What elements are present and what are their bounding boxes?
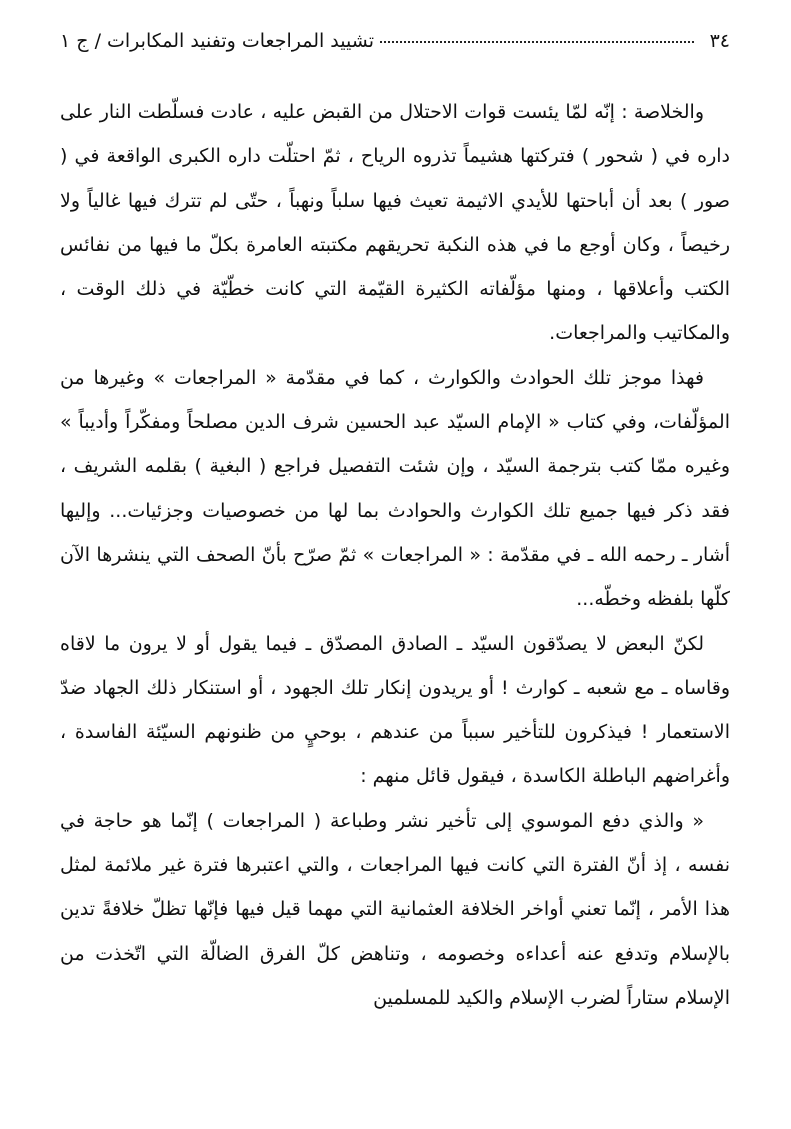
paragraph-quotation: « والذي دفع الموسوي إلى تأخير نشر وطباعة ( المراجعات ) إنّما هو حاجة في نفسه ، إذ أنّ الفترة التي كانت فيها المراجعات ، والتي اعتبرها فترة غير ملائمة لمثل هذا الأمر ، إنّما تعني أواخر الخلافة العثمانية التي مهما قيل فيها فإنّها تظلّ خلافةً تدين بالإسلام وتدفع عنه أعداءه وخصومه ، وتناهض كلّ الفرق الضالّة التي اتّخذت من الإسلام ستاراً لضرب الإسلام والكيد للمسلمين [60, 809, 730, 1009]
paragraph-summary: والخلاصة : إنّه لمّا يئست قوات الاحتلال من القبض عليه ، عادت فسلّطت النار على داره في ( شحور ) فتركتها هشيماً تذروه الرياح ، ثمّ احتلّت داره الكبرى الواقعة في ( صور ) بعد أن أباحتها للأيدي الاثيمة تعيث فيها سلباً ونهباً ، حتّى لم تترك فيها غالياً ولا رخيصاً ، وكان أوجع ما في هذه النكبة تحريقهم مكتبته العامرة بكلّ ما فيها من نفائس الكتب وأعلاقها ، ومنها مؤلّفاته الكثيرة القيّمة التي كانت خطّيّة في ذلك الوقت ، والمكاتيب والمراجعات. [60, 101, 730, 345]
page-number: ٣٤ [709, 30, 730, 52]
paragraph-sources: فهذا موجز تلك الحوادث والكوارث ، كما في مقدّمة « المراجعات » وغيرها من المؤلّفات، وفي كتاب « الإمام السيّد عبد الحسين شرف الدين مصلحاً ومفكّراً وأديباً » وغيره ممّا كتب بترجمة السيّد ، وإن شئت التفصيل فراجع ( البغية ) بقلمه الشريف ، فقد ذكر فيها جميع تلك الكوارث والحوادث بما لها من خصوصيات وجزئيات... وإليها أشار ـ رحمه الله ـ في مقدّمة : « المراجعات » ثمّ صرّح بأنّ الصحف التي ينشرها الآن كلّها بلفظه وخطّه... [60, 366, 730, 611]
paragraph-critics: لكنّ البعض لا يصدّقون السيّد ـ الصادق المصدّق ـ فيما يقول أو لا يرون ما لاقاه وقاساه ـ مع شعبه ـ كوارث ! أو يريدون إنكار تلك الجهود ، أو استنكار ذلك الجهاد ضدّ الاستعمار ! فيذكرون للتأخير سبباً من عندهم ، بوحيٍ من ظنونهم السيّئة الفاسدة ، وأغراضهم الباطلة الكاسدة ، فيقول قائل منهم : [60, 632, 730, 788]
page-header [60, 30, 730, 62]
dotted-leader [380, 41, 694, 43]
body-text [60, 90, 730, 1110]
running-title: تشييد المراجعات وتفنيد المكابرات / ج ١ [60, 30, 374, 52]
